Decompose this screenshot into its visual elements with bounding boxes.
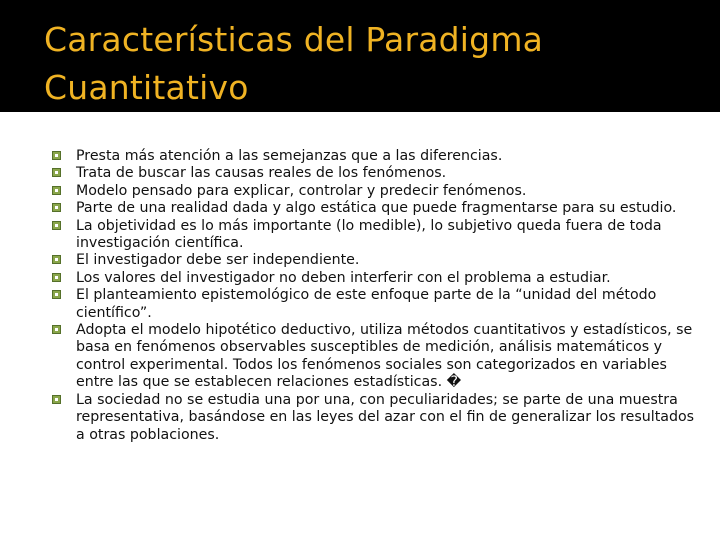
bullet-item [56, 287, 696, 322]
green-square-bullet-icon [52, 290, 61, 299]
green-square-bullet-icon [52, 325, 61, 334]
green-square-bullet-icon [52, 255, 61, 264]
bullet-item [56, 165, 696, 182]
green-square-bullet-icon [52, 273, 61, 282]
bullet-text: Modelo pensado para explicar, controlar y predecir fenómenos. [76, 182, 527, 199]
bullet-text: Trata de buscar las causas reales de los fenómenos. [76, 165, 447, 182]
green-square-bullet-icon [52, 151, 61, 160]
green-square-bullet-icon [52, 168, 61, 177]
bullet-item [56, 270, 696, 287]
bullet-item [56, 148, 696, 165]
bullet-item [56, 218, 696, 253]
green-square-bullet-icon [52, 186, 61, 195]
bullet-text: La sociedad no se estudia una por una, con peculiaridades; se parte de una muestra representativa, basándose en las leyes del azar con el fin de generalizar los resultados a otras poblaciones. [76, 391, 695, 443]
bullet-text: Presta más atención a las semejanzas que a las diferencias. [76, 148, 503, 164]
bullet-text: Parte de una realidad dada y algo estática que puede fragmentarse para su estudio. [76, 200, 677, 217]
bullet-text: Los valores del investigador no deben interferir con el problema a estudiar. [76, 269, 611, 286]
slide-title-line-2: Cuantitativo [44, 68, 249, 107]
slide-title-line-1: Características del Paradigma [44, 20, 544, 59]
bullet-item [56, 183, 696, 200]
bullet-item [56, 392, 696, 444]
bullet-item [56, 252, 696, 269]
green-square-bullet-icon [52, 221, 61, 230]
slide-content-area [0, 112, 720, 540]
bullet-list [56, 148, 696, 444]
slide-title [44, 16, 543, 112]
bullet-text: El planteamiento epistemológico de este enfoque parte de la “unidad del método científico”. [76, 287, 657, 321]
green-square-bullet-icon [52, 395, 61, 404]
bullet-text: La objetividad es lo más importante (lo medible), lo subjetivo queda fuera de toda investigación científica. [76, 217, 662, 252]
bullet-text: El investigador debe ser independiente. [76, 252, 360, 269]
green-square-bullet-icon [52, 203, 61, 212]
bullet-item [56, 200, 696, 217]
bullet-text: Adopta el modelo hipotético deductivo, utiliza métodos cuantitativos y estadísticos, se basa en fenómenos observables susceptibles de medición, análisis matemáticos y control experimental. Todos los fenómenos sociales son categorizados en variables entre las que se establecen relaciones estadísticas. � [76, 322, 693, 391]
bullet-item [56, 322, 696, 392]
